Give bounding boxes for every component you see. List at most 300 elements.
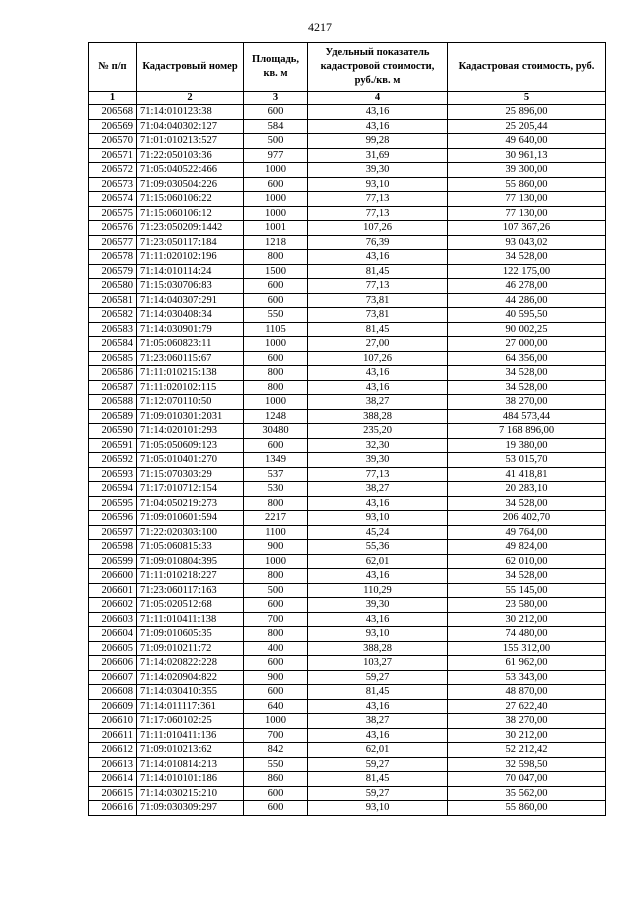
cadastral-number-cell: 71:14:030901:79 [137, 322, 244, 337]
row-number-cell: 206584 [89, 337, 137, 352]
cadastral-cost-cell: 93 043,02 [448, 235, 606, 250]
header-cadastral-number: Кадастровый номер [137, 43, 244, 92]
area-cell: 600 [244, 105, 308, 120]
area-cell: 1000 [244, 337, 308, 352]
cadastral-cost-cell: 23 580,00 [448, 598, 606, 613]
specific-value-cell: 77,13 [308, 279, 448, 294]
row-number-cell: 206605 [89, 641, 137, 656]
row-number-cell: 206582 [89, 308, 137, 323]
cadastral-cost-cell: 155 312,00 [448, 641, 606, 656]
cadastral-cost-cell: 53 015,70 [448, 453, 606, 468]
cadastral-number-cell: 71:09:010605:35 [137, 627, 244, 642]
area-cell: 1100 [244, 525, 308, 540]
table-row [89, 714, 606, 729]
cadastral-number-cell: 71:23:060117:163 [137, 583, 244, 598]
column-number: 2 [137, 92, 244, 105]
area-cell: 800 [244, 380, 308, 395]
area-cell: 600 [244, 656, 308, 671]
column-number: 4 [308, 92, 448, 105]
cadastral-number-cell: 71:11:010411:138 [137, 612, 244, 627]
cadastral-cost-cell: 484 573,44 [448, 409, 606, 424]
cadastral-cost-cell: 34 528,00 [448, 380, 606, 395]
area-cell: 1000 [244, 395, 308, 410]
table-row [89, 366, 606, 381]
cadastral-cost-cell: 38 270,00 [448, 714, 606, 729]
table-row [89, 670, 606, 685]
cadastral-cost-cell: 25 896,00 [448, 105, 606, 120]
table-row [89, 627, 606, 642]
cadastral-number-cell: 71:14:010814:213 [137, 757, 244, 772]
table-row [89, 221, 606, 236]
specific-value-cell: 81,45 [308, 322, 448, 337]
specific-value-cell: 93,10 [308, 511, 448, 526]
cadastral-cost-cell: 55 860,00 [448, 177, 606, 192]
specific-value-cell: 81,45 [308, 685, 448, 700]
cadastral-number-cell: 71:05:020512:68 [137, 598, 244, 613]
row-number-cell: 206616 [89, 801, 137, 816]
specific-value-cell: 77,13 [308, 467, 448, 482]
row-number-cell: 206569 [89, 119, 137, 134]
row-number-cell: 206613 [89, 757, 137, 772]
specific-value-cell: 388,28 [308, 641, 448, 656]
header-cadastral-cost: Кадастровая стоимость, руб. [448, 43, 606, 92]
row-number-cell: 206591 [89, 438, 137, 453]
specific-value-cell: 43,16 [308, 250, 448, 265]
cadastral-number-cell: 71:05:010401:270 [137, 453, 244, 468]
area-cell: 900 [244, 670, 308, 685]
table-row [89, 105, 606, 120]
specific-value-cell: 388,28 [308, 409, 448, 424]
cadastral-cost-cell: 48 870,00 [448, 685, 606, 700]
cadastral-number-cell: 71:12:070110:50 [137, 395, 244, 410]
area-cell: 584 [244, 119, 308, 134]
specific-value-cell: 55,36 [308, 540, 448, 555]
cadastral-number-cell: 71:09:030309:297 [137, 801, 244, 816]
area-cell: 900 [244, 540, 308, 555]
specific-value-cell: 38,27 [308, 395, 448, 410]
area-cell: 600 [244, 786, 308, 801]
row-number-cell: 206574 [89, 192, 137, 207]
cadastral-cost-cell: 30 961,13 [448, 148, 606, 163]
row-number-cell: 206573 [89, 177, 137, 192]
cadastral-cost-cell: 41 418,81 [448, 467, 606, 482]
row-number-cell: 206590 [89, 424, 137, 439]
cadastral-cost-cell: 55 145,00 [448, 583, 606, 598]
table-row [89, 438, 606, 453]
table-row [89, 409, 606, 424]
cadastral-cost-cell: 77 130,00 [448, 206, 606, 221]
cadastral-number-cell: 71:09:010804:395 [137, 554, 244, 569]
area-cell: 800 [244, 496, 308, 511]
cadastral-cost-cell: 49 764,00 [448, 525, 606, 540]
area-cell: 530 [244, 482, 308, 497]
cadastral-number-cell: 71:11:020102:196 [137, 250, 244, 265]
area-cell: 800 [244, 627, 308, 642]
cadastral-cost-cell: 74 480,00 [448, 627, 606, 642]
table-row [89, 612, 606, 627]
specific-value-cell: 76,39 [308, 235, 448, 250]
area-cell: 1000 [244, 206, 308, 221]
cadastral-number-cell: 71:14:010101:186 [137, 772, 244, 787]
cadastral-cost-cell: 52 212,42 [448, 743, 606, 758]
cadastral-number-cell: 71:05:060815:33 [137, 540, 244, 555]
area-cell: 1349 [244, 453, 308, 468]
cadastral-cost-cell: 25 205,44 [448, 119, 606, 134]
row-number-cell: 206576 [89, 221, 137, 236]
row-number-cell: 206602 [89, 598, 137, 613]
cadastral-number-cell: 71:05:050609:123 [137, 438, 244, 453]
cadastral-cost-cell: 39 300,00 [448, 163, 606, 178]
specific-value-cell: 107,26 [308, 221, 448, 236]
cadastral-cost-cell: 30 212,00 [448, 728, 606, 743]
area-cell: 600 [244, 801, 308, 816]
cadastral-number-cell: 71:14:020101:293 [137, 424, 244, 439]
row-number-cell: 206611 [89, 728, 137, 743]
row-number-cell: 206596 [89, 511, 137, 526]
table-row [89, 699, 606, 714]
table-row [89, 308, 606, 323]
cadastral-number-cell: 71:11:010215:138 [137, 366, 244, 381]
row-number-cell: 206594 [89, 482, 137, 497]
cadastral-cost-cell: 49 640,00 [448, 134, 606, 149]
cadastral-cost-cell: 34 528,00 [448, 250, 606, 265]
table-row [89, 685, 606, 700]
table-row [89, 801, 606, 816]
cadastral-cost-cell: 20 283,10 [448, 482, 606, 497]
cadastral-cost-cell: 32 598,50 [448, 757, 606, 772]
cadastral-value-table [88, 42, 606, 816]
area-cell: 1000 [244, 163, 308, 178]
specific-value-cell: 59,27 [308, 757, 448, 772]
specific-value-cell: 77,13 [308, 192, 448, 207]
table-body [89, 105, 606, 816]
cadastral-number-cell: 71:14:020822:228 [137, 656, 244, 671]
table-row [89, 467, 606, 482]
row-number-cell: 206575 [89, 206, 137, 221]
area-cell: 800 [244, 366, 308, 381]
table-row [89, 192, 606, 207]
specific-value-cell: 43,16 [308, 728, 448, 743]
table-row [89, 264, 606, 279]
cadastral-number-cell: 71:15:070303:29 [137, 467, 244, 482]
cadastral-number-cell: 71:09:010211:72 [137, 641, 244, 656]
cadastral-cost-cell: 34 528,00 [448, 496, 606, 511]
cadastral-number-cell: 71:15:030706:83 [137, 279, 244, 294]
cadastral-number-cell: 71:14:040307:291 [137, 293, 244, 308]
area-cell: 500 [244, 583, 308, 598]
header-row-number: № п/п [89, 43, 137, 92]
cadastral-number-cell: 71:22:020303:100 [137, 525, 244, 540]
table-row [89, 293, 606, 308]
row-number-cell: 206601 [89, 583, 137, 598]
specific-value-cell: 43,16 [308, 569, 448, 584]
cadastral-number-cell: 71:14:011117:361 [137, 699, 244, 714]
area-cell: 860 [244, 772, 308, 787]
area-cell: 600 [244, 685, 308, 700]
specific-value-cell: 31,69 [308, 148, 448, 163]
row-number-cell: 206588 [89, 395, 137, 410]
table-row [89, 641, 606, 656]
row-number-cell: 206579 [89, 264, 137, 279]
specific-value-cell: 43,16 [308, 119, 448, 134]
specific-value-cell: 81,45 [308, 772, 448, 787]
table-row [89, 482, 606, 497]
area-cell: 977 [244, 148, 308, 163]
cadastral-number-cell: 71:23:050209:1442 [137, 221, 244, 236]
cadastral-cost-cell: 77 130,00 [448, 192, 606, 207]
cadastral-cost-cell: 62 010,00 [448, 554, 606, 569]
header-specific-value: Удельный показатель кадастровой стоимости, руб./кв. м [308, 43, 448, 92]
row-number-cell: 206608 [89, 685, 137, 700]
cadastral-cost-cell: 64 356,00 [448, 351, 606, 366]
cadastral-number-cell: 71:15:060106:12 [137, 206, 244, 221]
specific-value-cell: 99,28 [308, 134, 448, 149]
row-number-cell: 206609 [89, 699, 137, 714]
cadastral-number-cell: 71:23:050117:184 [137, 235, 244, 250]
area-cell: 600 [244, 438, 308, 453]
cadastral-number-cell: 71:14:030410:355 [137, 685, 244, 700]
row-number-cell: 206577 [89, 235, 137, 250]
cadastral-number-cell: 71:14:010123:38 [137, 105, 244, 120]
cadastral-number-cell: 71:14:020904:822 [137, 670, 244, 685]
table-row [89, 554, 606, 569]
table-row [89, 337, 606, 352]
cadastral-cost-cell: 49 824,00 [448, 540, 606, 555]
area-cell: 1218 [244, 235, 308, 250]
row-number-cell: 206598 [89, 540, 137, 555]
area-cell: 1000 [244, 554, 308, 569]
table-row [89, 540, 606, 555]
cadastral-cost-cell: 55 860,00 [448, 801, 606, 816]
area-cell: 1000 [244, 714, 308, 729]
cadastral-cost-cell: 34 528,00 [448, 569, 606, 584]
header-area: Площадь, кв. м [244, 43, 308, 92]
cadastral-cost-cell: 34 528,00 [448, 366, 606, 381]
specific-value-cell: 59,27 [308, 786, 448, 801]
area-cell: 500 [244, 134, 308, 149]
specific-value-cell: 235,20 [308, 424, 448, 439]
cadastral-number-cell: 71:05:040522:466 [137, 163, 244, 178]
cadastral-cost-cell: 107 367,26 [448, 221, 606, 236]
table-row [89, 424, 606, 439]
cadastral-number-cell: 71:17:010712:154 [137, 482, 244, 497]
area-cell: 550 [244, 757, 308, 772]
table-row [89, 163, 606, 178]
row-number-cell: 206587 [89, 380, 137, 395]
cadastral-number-cell: 71:04:040302:127 [137, 119, 244, 134]
row-number-cell: 206568 [89, 105, 137, 120]
cadastral-number-cell: 71:09:010213:62 [137, 743, 244, 758]
area-cell: 2217 [244, 511, 308, 526]
specific-value-cell: 43,16 [308, 496, 448, 511]
table-row [89, 728, 606, 743]
cadastral-number-cell: 71:17:060102:25 [137, 714, 244, 729]
table-row [89, 206, 606, 221]
table-row [89, 134, 606, 149]
area-cell: 1000 [244, 192, 308, 207]
cadastral-cost-cell: 53 343,00 [448, 670, 606, 685]
row-number-cell: 206592 [89, 453, 137, 468]
table-row [89, 148, 606, 163]
row-number-cell: 206615 [89, 786, 137, 801]
table-row [89, 453, 606, 468]
row-number-cell: 206599 [89, 554, 137, 569]
specific-value-cell: 43,16 [308, 380, 448, 395]
cadastral-cost-cell: 44 286,00 [448, 293, 606, 308]
column-number-row [89, 92, 606, 105]
cadastral-number-cell: 71:14:030408:34 [137, 308, 244, 323]
row-number-cell: 206570 [89, 134, 137, 149]
cadastral-number-cell: 71:15:060106:22 [137, 192, 244, 207]
area-cell: 1105 [244, 322, 308, 337]
table-row [89, 380, 606, 395]
column-number: 5 [448, 92, 606, 105]
table-row [89, 757, 606, 772]
row-number-cell: 206597 [89, 525, 137, 540]
area-cell: 700 [244, 728, 308, 743]
area-cell: 600 [244, 598, 308, 613]
cadastral-cost-cell: 35 562,00 [448, 786, 606, 801]
specific-value-cell: 93,10 [308, 801, 448, 816]
area-cell: 30480 [244, 424, 308, 439]
row-number-cell: 206614 [89, 772, 137, 787]
specific-value-cell: 43,16 [308, 366, 448, 381]
specific-value-cell: 45,24 [308, 525, 448, 540]
cadastral-cost-cell: 30 212,00 [448, 612, 606, 627]
specific-value-cell: 93,10 [308, 177, 448, 192]
table-row [89, 569, 606, 584]
area-cell: 1500 [244, 264, 308, 279]
cadastral-cost-cell: 122 175,00 [448, 264, 606, 279]
specific-value-cell: 73,81 [308, 293, 448, 308]
specific-value-cell: 32,30 [308, 438, 448, 453]
row-number-cell: 206572 [89, 163, 137, 178]
table-row [89, 250, 606, 265]
area-cell: 1248 [244, 409, 308, 424]
cadastral-number-cell: 71:01:010213:527 [137, 134, 244, 149]
specific-value-cell: 62,01 [308, 743, 448, 758]
row-number-cell: 206581 [89, 293, 137, 308]
area-cell: 800 [244, 250, 308, 265]
cadastral-number-cell: 71:22:050103:36 [137, 148, 244, 163]
table-row [89, 511, 606, 526]
table-row [89, 119, 606, 134]
specific-value-cell: 39,30 [308, 453, 448, 468]
row-number-cell: 206580 [89, 279, 137, 294]
specific-value-cell: 77,13 [308, 206, 448, 221]
cadastral-number-cell: 71:05:060823:11 [137, 337, 244, 352]
row-number-cell: 206583 [89, 322, 137, 337]
area-cell: 700 [244, 612, 308, 627]
area-cell: 537 [244, 467, 308, 482]
cadastral-cost-cell: 27 622,40 [448, 699, 606, 714]
cadastral-cost-cell: 19 380,00 [448, 438, 606, 453]
table-row [89, 279, 606, 294]
specific-value-cell: 93,10 [308, 627, 448, 642]
row-number-cell: 206585 [89, 351, 137, 366]
cadastral-number-cell: 71:11:010218:227 [137, 569, 244, 584]
specific-value-cell: 73,81 [308, 308, 448, 323]
specific-value-cell: 43,16 [308, 699, 448, 714]
area-cell: 600 [244, 177, 308, 192]
row-number-cell: 206612 [89, 743, 137, 758]
cadastral-cost-cell: 7 168 896,00 [448, 424, 606, 439]
column-number: 3 [244, 92, 308, 105]
specific-value-cell: 38,27 [308, 714, 448, 729]
specific-value-cell: 43,16 [308, 105, 448, 120]
cadastral-cost-cell: 90 002,25 [448, 322, 606, 337]
cadastral-cost-cell: 61 962,00 [448, 656, 606, 671]
area-cell: 400 [244, 641, 308, 656]
specific-value-cell: 110,29 [308, 583, 448, 598]
cadastral-cost-cell: 70 047,00 [448, 772, 606, 787]
cadastral-number-cell: 71:09:010601:594 [137, 511, 244, 526]
specific-value-cell: 38,27 [308, 482, 448, 497]
row-number-cell: 206595 [89, 496, 137, 511]
row-number-cell: 206586 [89, 366, 137, 381]
area-cell: 600 [244, 351, 308, 366]
cadastral-cost-cell: 27 000,00 [448, 337, 606, 352]
cadastral-cost-cell: 38 270,00 [448, 395, 606, 410]
cadastral-number-cell: 71:23:060115:67 [137, 351, 244, 366]
specific-value-cell: 81,45 [308, 264, 448, 279]
area-cell: 640 [244, 699, 308, 714]
row-number-cell: 206593 [89, 467, 137, 482]
table-row [89, 351, 606, 366]
area-cell: 600 [244, 293, 308, 308]
cadastral-number-cell: 71:14:010114:24 [137, 264, 244, 279]
cadastral-number-cell: 71:09:030504:226 [137, 177, 244, 192]
cadastral-cost-cell: 206 402,70 [448, 511, 606, 526]
table-row [89, 583, 606, 598]
row-number-cell: 206589 [89, 409, 137, 424]
table-row [89, 772, 606, 787]
specific-value-cell: 39,30 [308, 163, 448, 178]
row-number-cell: 206607 [89, 670, 137, 685]
specific-value-cell: 62,01 [308, 554, 448, 569]
table-row [89, 656, 606, 671]
table-row [89, 395, 606, 410]
area-cell: 1001 [244, 221, 308, 236]
table-row [89, 322, 606, 337]
area-cell: 600 [244, 279, 308, 294]
specific-value-cell: 103,27 [308, 656, 448, 671]
cadastral-number-cell: 71:04:050219:273 [137, 496, 244, 511]
specific-value-cell: 107,26 [308, 351, 448, 366]
cadastral-cost-cell: 46 278,00 [448, 279, 606, 294]
cadastral-cost-cell: 40 595,50 [448, 308, 606, 323]
page-number: 4217 [308, 20, 332, 34]
row-number-cell: 206606 [89, 656, 137, 671]
table-header-row [89, 43, 606, 92]
row-number-cell: 206578 [89, 250, 137, 265]
specific-value-cell: 27,00 [308, 337, 448, 352]
table-row [89, 177, 606, 192]
area-cell: 550 [244, 308, 308, 323]
row-number-cell: 206610 [89, 714, 137, 729]
area-cell: 842 [244, 743, 308, 758]
table-row [89, 525, 606, 540]
column-number: 1 [89, 92, 137, 105]
specific-value-cell: 59,27 [308, 670, 448, 685]
area-cell: 800 [244, 569, 308, 584]
row-number-cell: 206600 [89, 569, 137, 584]
cadastral-number-cell: 71:09:010301:2031 [137, 409, 244, 424]
specific-value-cell: 39,30 [308, 598, 448, 613]
cadastral-number-cell: 71:11:010411:136 [137, 728, 244, 743]
specific-value-cell: 43,16 [308, 612, 448, 627]
cadastral-number-cell: 71:14:030215:210 [137, 786, 244, 801]
